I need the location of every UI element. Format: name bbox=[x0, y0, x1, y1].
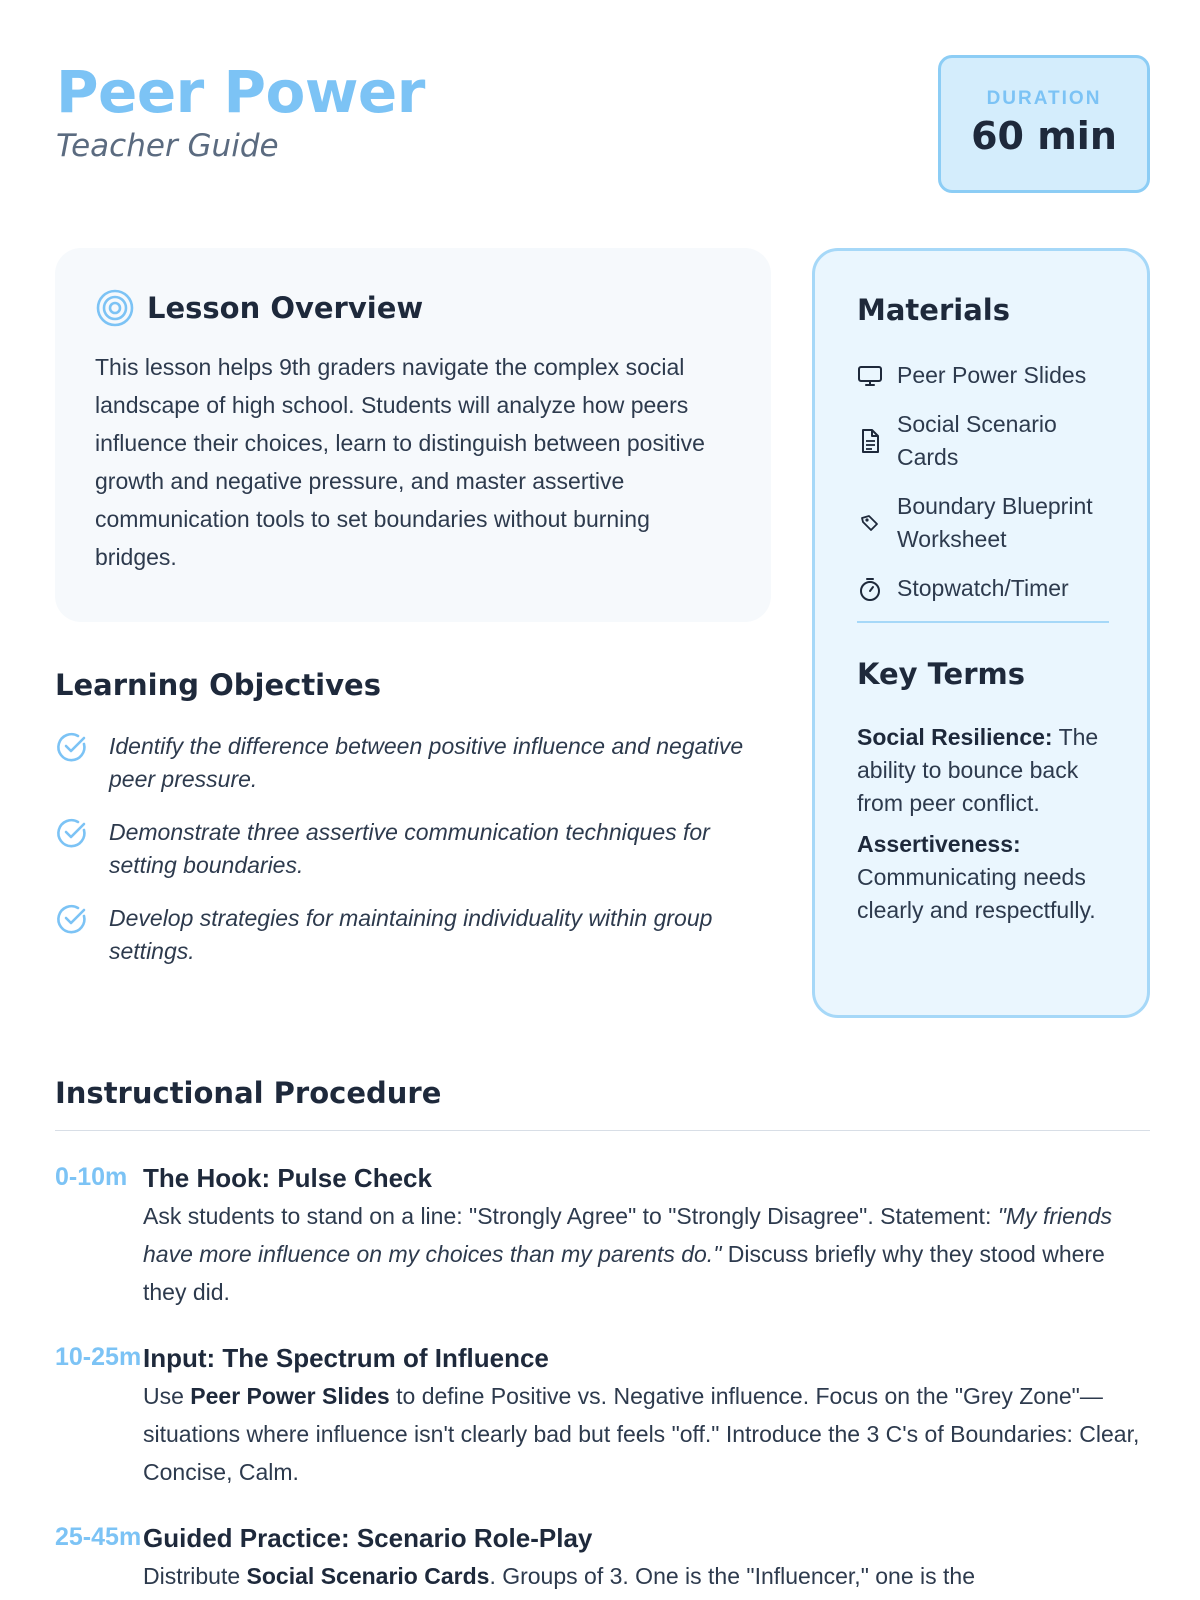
duration-label: DURATION bbox=[986, 88, 1102, 109]
objective-text: Develop strategies for maintaining individuality within group settings. bbox=[109, 905, 713, 964]
step-body bbox=[143, 1557, 975, 1595]
lesson-overview-header bbox=[95, 288, 731, 328]
lesson-overview-title: Lesson Overview bbox=[147, 291, 424, 325]
step-content bbox=[143, 1521, 975, 1595]
material-label: Social Scenario Cards bbox=[897, 411, 1057, 470]
step-content bbox=[143, 1161, 1150, 1311]
page-subtitle: Teacher Guide bbox=[56, 128, 279, 164]
key-term: Assertiveness: bbox=[857, 831, 1021, 857]
page-title: Peer Power bbox=[56, 58, 425, 126]
learning-objectives bbox=[55, 668, 775, 988]
page-header bbox=[56, 58, 425, 164]
duration-badge bbox=[938, 55, 1150, 193]
tag-icon bbox=[857, 510, 883, 536]
material-label: Stopwatch/Timer bbox=[897, 575, 1069, 601]
material-label: Peer Power Slides bbox=[897, 362, 1087, 388]
step-text: Ask students to stand on a line: "Strongly Agree" to "Strongly Disagree". Statement: bbox=[143, 1203, 998, 1229]
key-term-definition: Communicating needs clearly and respectfully. bbox=[857, 864, 1096, 923]
check-circle-icon bbox=[55, 902, 89, 936]
target-icon bbox=[95, 288, 135, 328]
step-time: 25-45m bbox=[55, 1523, 142, 1551]
lesson-overview-body: This lesson helps 9th graders navigate the complex social landscape of high school. Students will analyze how peers influence their choices, learn to distinguish between positive growth and negative pressure, and master assertive communication tools to set boundaries without burning bridges. bbox=[95, 354, 705, 570]
step-time: 10-25m bbox=[55, 1343, 142, 1371]
step-text: to define Positive vs. Negative influence. Focus on the "Grey Zone"—situations where influence isn't clearly bad but feels "off." Introduce the 3 C's of Boundaries: Clear, Concise, Calm. bbox=[143, 1383, 1140, 1485]
step-text: Distribute bbox=[143, 1563, 247, 1589]
materials-list bbox=[857, 359, 1107, 605]
step-text: Discuss briefly why they stood where they did. bbox=[143, 1241, 1105, 1305]
procedure-step bbox=[55, 1161, 1150, 1311]
step-material-ref: Peer Power Slides bbox=[190, 1383, 390, 1409]
material-item-worksheet bbox=[857, 490, 1107, 556]
material-item-timer bbox=[857, 572, 1107, 605]
step-time: 0-10m bbox=[55, 1163, 128, 1191]
step-text: Use bbox=[143, 1383, 191, 1409]
step-material-ref: Social Scenario Cards bbox=[246, 1563, 490, 1589]
key-terms-list bbox=[857, 721, 1107, 927]
objective-item bbox=[55, 730, 775, 796]
material-item-cards bbox=[857, 408, 1107, 474]
panel-divider bbox=[857, 621, 1109, 623]
key-term-definition: The ability to bounce back from peer conflict. bbox=[857, 724, 1099, 816]
key-term-item bbox=[857, 828, 1107, 927]
step-title: Guided Practice: Scenario Role-Play bbox=[143, 1523, 593, 1553]
materials-title: Materials bbox=[857, 293, 1010, 327]
procedure-step bbox=[55, 1521, 1150, 1595]
procedure-divider bbox=[55, 1130, 1150, 1131]
lesson-overview-card bbox=[55, 248, 771, 622]
step-content bbox=[143, 1341, 1150, 1491]
objective-text: Demonstrate three assertive communication techniques for setting boundaries. bbox=[109, 819, 710, 878]
procedure-step bbox=[55, 1341, 1150, 1491]
duration-value: 60 min bbox=[971, 114, 1117, 158]
stopwatch-icon bbox=[857, 576, 883, 602]
materials-panel bbox=[812, 248, 1150, 1018]
procedure-title: Instructional Procedure bbox=[55, 1076, 442, 1110]
check-circle-icon bbox=[55, 730, 89, 764]
learning-objectives-title: Learning Objectives bbox=[55, 668, 381, 702]
step-text: . Groups of 3. One is the "Influencer," one is the bbox=[489, 1563, 975, 1589]
objectives-list bbox=[55, 730, 775, 968]
material-item-slides bbox=[857, 359, 1107, 392]
check-circle-icon bbox=[55, 816, 89, 850]
key-term: Social Resilience: bbox=[857, 724, 1053, 750]
key-term-item bbox=[857, 721, 1107, 820]
objective-item bbox=[55, 816, 775, 882]
material-label: Boundary Blueprint Worksheet bbox=[897, 493, 1093, 552]
document-icon bbox=[857, 428, 883, 454]
step-title: Input: The Spectrum of Influence bbox=[143, 1343, 549, 1373]
key-terms-title: Key Terms bbox=[857, 657, 1026, 691]
objective-item bbox=[55, 902, 775, 968]
step-title: The Hook: Pulse Check bbox=[143, 1163, 432, 1193]
step-body bbox=[143, 1197, 1150, 1311]
objective-text: Identify the difference between positive influence and negative peer pressure. bbox=[109, 733, 744, 792]
step-quote: "My friends have more influence on my choices than my parents do." bbox=[143, 1203, 1112, 1267]
instructional-procedure bbox=[55, 1076, 1150, 1595]
step-body bbox=[143, 1377, 1150, 1491]
monitor-icon bbox=[857, 363, 883, 389]
